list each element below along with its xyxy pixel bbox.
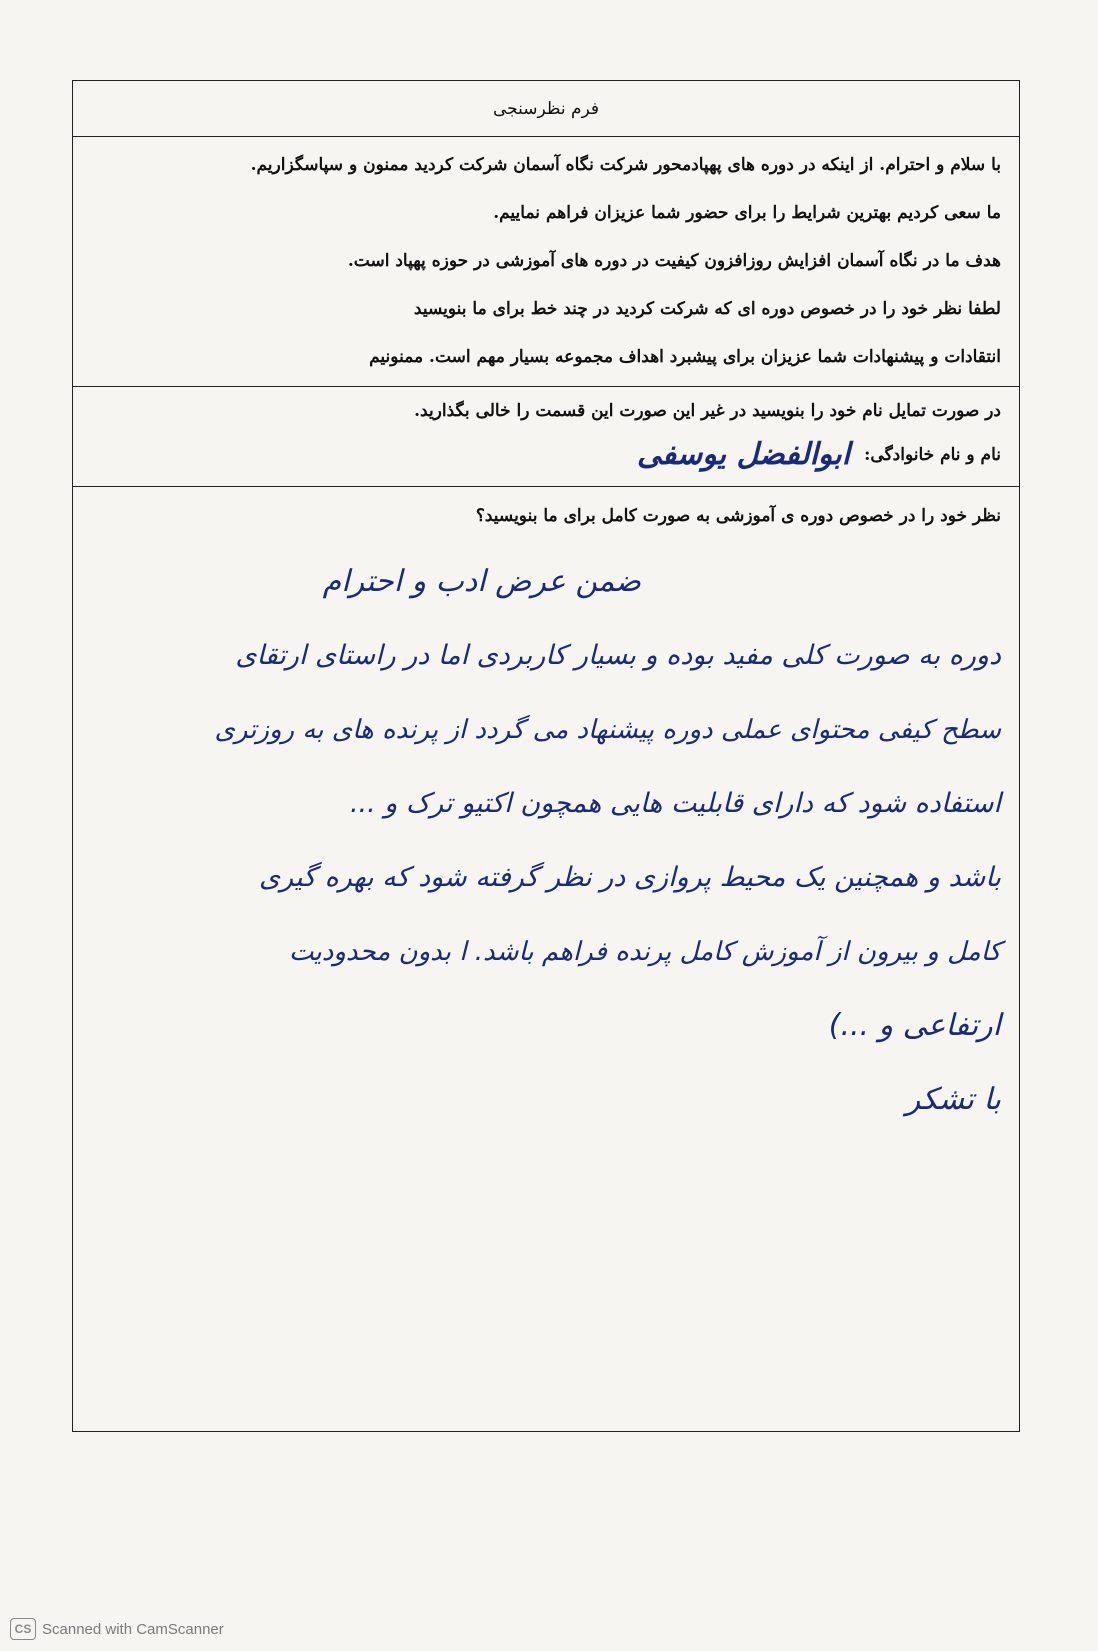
handwritten-line: کامل و بیرون از آموزش کامل پرنده فراهم باشد. ا بدون محدودیت <box>288 937 1001 967</box>
intro-section <box>73 137 1019 387</box>
handwritten-line: سطح کیفی محتوای عملی دوره پیشنهاد می گردد از پرنده های به روزتری <box>214 715 1001 745</box>
name-section <box>73 387 1019 487</box>
form-title-row <box>73 81 1019 137</box>
handwritten-line: استفاده شود که دارای قابلیت هایی همچون اکتیو ترک و ... <box>349 788 1001 819</box>
handwritten-line: با تشکر <box>905 1082 1001 1117</box>
handwritten-line: ارتفاعی و ...) <box>828 1008 1001 1043</box>
intro-line: لطفا نظر خود را در خصوص دوره ای که شرکت کردید در چند خط برای ما بنویسید <box>413 299 1001 319</box>
intro-line: هدف ما در نگاه آسمان افزایش روزافزون کیفیت در دوره های آموزشی در حوزه پهپاد است. <box>347 251 1001 271</box>
name-value: ابوالفضل یوسفی <box>636 437 851 472</box>
name-instruction: در صورت تمایل نام خود را بنویسید در غیر این صورت این قسمت را خالی بگذارید. <box>414 401 1001 421</box>
name-label: نام و نام خانوادگی: <box>864 445 1001 465</box>
handwritten-line: ضمن عرض ادب و احترام <box>322 564 641 599</box>
survey-form <box>72 80 1020 1432</box>
intro-line: ما سعی کردیم بهترین شرایط را برای حضور شما عزیزان فراهم نماییم. <box>493 203 1001 223</box>
opinion-question: نظر خود را در خصوص دوره ی آموزشی به صورت کامل برای ما بنویسید؟ <box>475 506 1001 526</box>
intro-line: انتقادات و پیشنهادات شما عزیزان برای پیشبرد اهداف مجموعه بسیار مهم است. ممنونیم <box>369 347 1001 367</box>
name-field-line <box>91 433 1001 477</box>
scanner-text: Scanned with CamScanner <box>42 1620 224 1638</box>
opinion-section <box>73 487 1019 1137</box>
scanner-watermark <box>10 1618 224 1640</box>
handwritten-response <box>91 545 1001 1137</box>
handwritten-line: دوره به صورت کلی مفید بوده و بسیار کاربردی اما در راستای ارتقای <box>235 640 1001 671</box>
form-title: فرم نظرسنجی <box>493 98 600 119</box>
handwritten-line: باشد و همچنین یک محیط پروازی در نظر گرفته شود که بهره گیری <box>258 862 1001 893</box>
intro-line: با سلام و احترام. از اینکه در دوره های پهپادمحور شرکت نگاه آسمان شرکت کردید ممنون و سپاسگزاریم. <box>250 155 1001 175</box>
camscanner-logo-icon: CS <box>10 1618 36 1640</box>
